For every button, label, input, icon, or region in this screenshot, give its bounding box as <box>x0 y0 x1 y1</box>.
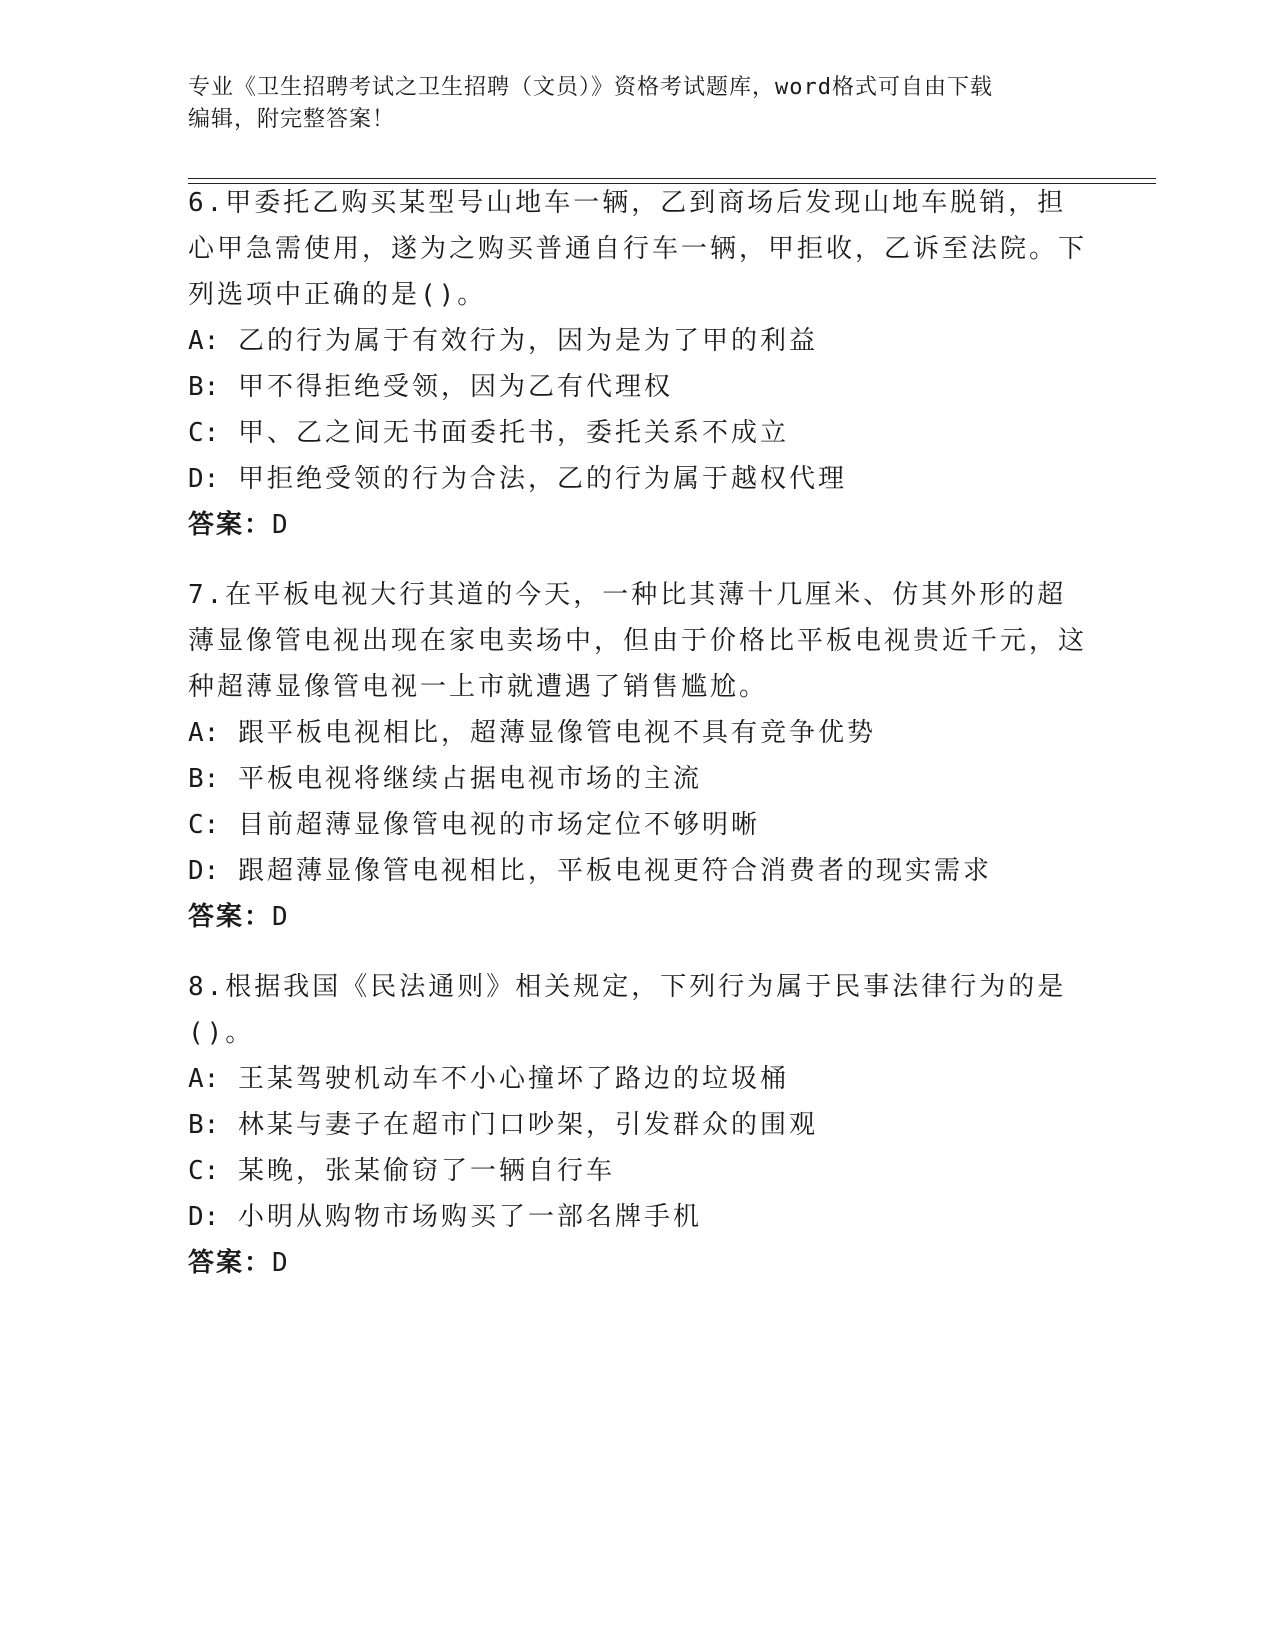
option-a <box>188 318 1088 364</box>
option-text: 甲不得拒绝受领，因为乙有代理权 <box>237 372 673 402</box>
header-divider-top <box>188 178 1156 179</box>
option-text: 小明从购物市场购买了一部名牌手机 <box>237 1202 702 1232</box>
option-letter: D: <box>188 1202 220 1232</box>
header-line-1: 专业《卫生招聘考试之卫生招聘（文员）》资格考试题库，word格式可自由下载 <box>188 75 993 100</box>
option-letter: D: <box>188 856 220 886</box>
option-text: 甲拒绝受领的行为合法，乙的行为属于越权代理 <box>237 464 847 494</box>
option-letter: B: <box>188 372 220 402</box>
option-d <box>188 1194 1088 1240</box>
option-c <box>188 410 1088 456</box>
question-6 <box>188 180 1088 548</box>
question-8 <box>188 964 1088 1286</box>
option-b <box>188 364 1088 410</box>
answer-value: D <box>272 902 289 932</box>
question-7 <box>188 572 1088 940</box>
option-a <box>188 1056 1088 1102</box>
option-text: 某晚，张某偷窃了一辆自行车 <box>237 1156 615 1186</box>
option-letter: B: <box>188 764 220 794</box>
question-text: 8.根据我国《民法通则》相关规定，下列行为属于民事法律行为的是()。 <box>188 972 1067 1048</box>
answer-label: 答案： <box>188 1248 273 1278</box>
option-text: 跟超薄显像管电视相比，平板电视更符合消费者的现实需求 <box>237 856 992 886</box>
question-text: 6.甲委托乙购买某型号山地车一辆，乙到商场后发现山地车脱销，担心甲急需使用，遂为之购买普通自行车一辆，甲拒收，乙诉至法院。下列选项中正确的是()。 <box>188 188 1088 310</box>
option-d <box>188 848 1088 894</box>
option-letter: C: <box>188 1156 220 1186</box>
answer-label: 答案： <box>188 510 273 540</box>
option-text: 林某与妻子在超市门口吵架，引发群众的围观 <box>237 1110 818 1140</box>
option-text: 跟平板电视相比，超薄显像管电视不具有竞争优势 <box>237 718 876 748</box>
option-a <box>188 710 1088 756</box>
option-text: 乙的行为属于有效行为，因为是为了甲的利益 <box>237 326 818 356</box>
option-letter: A: <box>188 1064 220 1094</box>
header-line-2: 编辑，附完整答案！ <box>188 107 396 132</box>
option-text: 甲、乙之间无书面委托书，委托关系不成立 <box>237 418 789 448</box>
option-text: 目前超薄显像管电视的市场定位不够明晰 <box>237 810 760 840</box>
option-letter: A: <box>188 718 220 748</box>
option-d <box>188 456 1088 502</box>
answer-line <box>188 894 1088 940</box>
option-letter: C: <box>188 810 220 840</box>
option-b <box>188 756 1088 802</box>
option-c <box>188 1148 1088 1194</box>
option-letter: A: <box>188 326 220 356</box>
answer-value: D <box>272 510 289 540</box>
option-b <box>188 1102 1088 1148</box>
answer-label: 答案： <box>188 902 273 932</box>
answer-line <box>188 502 1088 548</box>
answer-value: D <box>272 1248 289 1278</box>
document-header <box>188 72 1088 136</box>
answer-line <box>188 1240 1088 1286</box>
option-letter: C: <box>188 418 220 448</box>
option-letter: D: <box>188 464 220 494</box>
option-letter: B: <box>188 1110 220 1140</box>
option-c <box>188 802 1088 848</box>
option-text: 王某驾驶机动车不小心撞坏了路边的垃圾桶 <box>237 1064 789 1094</box>
option-text: 平板电视将继续占据电视市场的主流 <box>237 764 702 794</box>
question-text: 7.在平板电视大行其道的今天，一种比其薄十几厘米、仿其外形的超薄显像管电视出现在家电卖场中，但由于价格比平板电视贵近千元，这种超薄显像管电视一上市就遭遇了销售尴尬。 <box>188 580 1088 702</box>
